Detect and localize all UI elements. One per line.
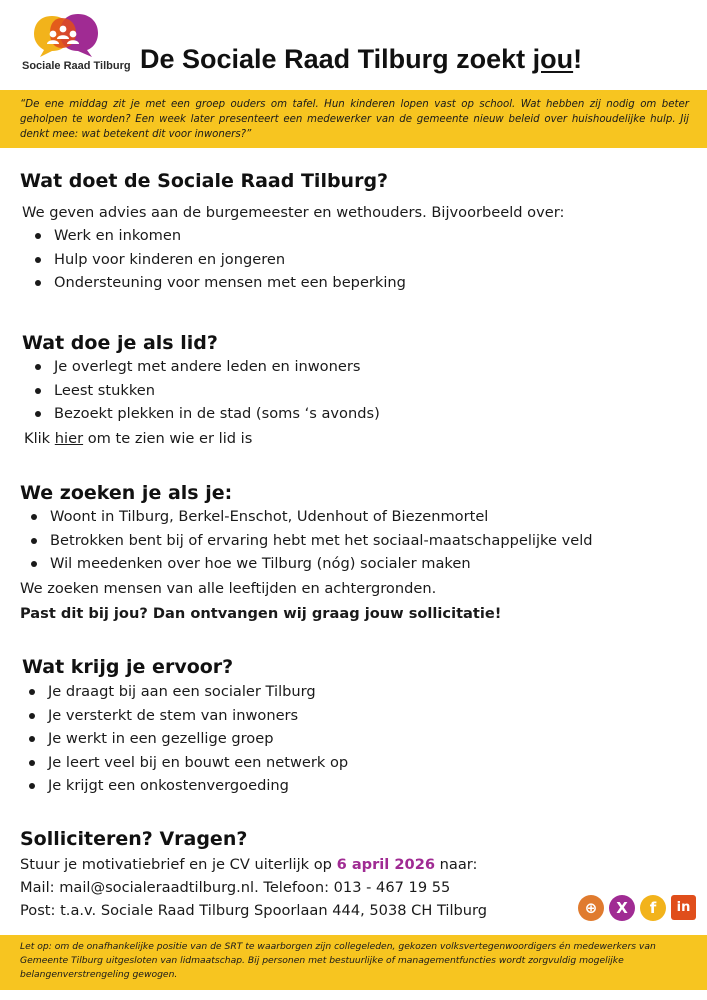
header [0,0,707,90]
seek-list [22,505,593,576]
list-item: Ondersteuning voor mensen met een beperking [26,271,406,295]
list-item: Werk en inkomen [26,224,406,248]
title-underlined: jou [532,44,574,74]
list-item: Woont in Tilburg, Berkel-Enschot, Udenhout of Biezenmortel [22,505,593,529]
click-prefix: Klik [24,430,55,447]
phone-label: . Telefoon: [254,879,334,896]
click-line [24,430,252,447]
post-line: Post: t.a.v. Sociale Raad Tilburg Spoorlaan 444, 5038 CH Tilburg [20,902,488,919]
heading-we-zoeken: We zoeken je als je: [20,482,233,504]
list-item: Je versterkt de stem van inwoners [20,704,348,728]
apply-line1 [20,856,477,873]
apply-contact-line [20,879,450,896]
facebook-icon[interactable]: f [640,895,666,921]
quote-band: “De ene middag zit je met een groep ouders om tafel. Hun kinderen lopen vast op school. Wat hebben zij nodig om beter geholpen te worden? Een week later presenteert een medewerker van de gemeente nieuw beleid over huishoudelijke hulp. Jij denkt mee: wat betekent dit voor inwoners?” [0,90,707,148]
click-suffix: om te zien wie er lid is [83,430,253,447]
deadline-date: 6 april 2026 [336,856,436,873]
x-icon[interactable]: X [609,895,635,921]
page-title [140,44,582,75]
what-list [26,224,406,295]
member-list [26,355,380,426]
seek-bold-line: Past dit bij jou? Dan ontvangen wij graag jouw sollicitatie! [20,605,502,622]
list-item: Je leert veel bij en bouwt een netwerk op [20,751,348,775]
list-item: Betrokken bent bij of ervaring hebt met het sociaal-maatschappelijke veld [22,529,593,553]
logo-text: Sociale Raad Tilburg [22,60,131,72]
heading-wat-doet: Wat doet de Sociale Raad Tilburg? [20,170,389,192]
logo-speech-bubbles-icon [32,12,112,58]
mail-link[interactable]: mail@socialeraadtilburg.nl [59,879,255,896]
what-intro: We geven advies aan de burgemeester en wethouders. Bijvoorbeeld over: [22,204,565,221]
list-item: Hulp voor kinderen en jongeren [26,248,406,272]
list-item: Leest stukken [26,379,380,403]
title-prefix: De Sociale Raad Tilburg zoekt [140,44,533,74]
get-list [20,680,348,798]
phone-value: 013 - 467 19 55 [333,879,451,896]
mail-label: Mail: [20,879,60,896]
logo [18,12,131,78]
heading-wat-krijg: Wat krijg je ervoor? [22,656,234,678]
list-item: Bezoekt plekken in de stad (soms ‘s avonds) [26,402,380,426]
members-link[interactable]: hier [54,430,84,447]
list-item: Je overlegt met andere leden en inwoners [26,355,380,379]
title-suffix: ! [573,44,583,74]
list-item: Wil meedenken over hoe we Tilburg (nóg) socialer maken [22,552,593,576]
seek-note: We zoeken mensen van alle leeftijden en achtergronden. [20,580,437,597]
apply-suffix: naar: [435,856,478,873]
linkedin-icon[interactable]: in [671,895,696,920]
list-item: Je draagt bij aan een socialer Tilburg [20,680,348,704]
heading-als-lid: Wat doe je als lid? [22,332,218,354]
list-item: Je krijgt een onkostenvergoeding [20,774,348,798]
list-item: Je werkt in een gezellige groep [20,727,348,751]
website-icon[interactable]: ⊕ [578,895,604,921]
heading-solliciteren: Solliciteren? Vragen? [20,828,248,850]
footer-note: Let op: om de onafhankelijke positie van de SRT te waarborgen zijn collegeleden, gekozen volksvertegenwoordigers én medewerkers van Gemeente Tilburg uitgesloten van lidmaatschap. Bij personen met bestuurlijke of managementfuncties wordt zorgvuldig mogelijke belangenverstrengeling gewogen. [0,935,707,990]
apply-prefix: Stuur je motivatiebrief en je CV uiterlijk op [20,856,337,873]
